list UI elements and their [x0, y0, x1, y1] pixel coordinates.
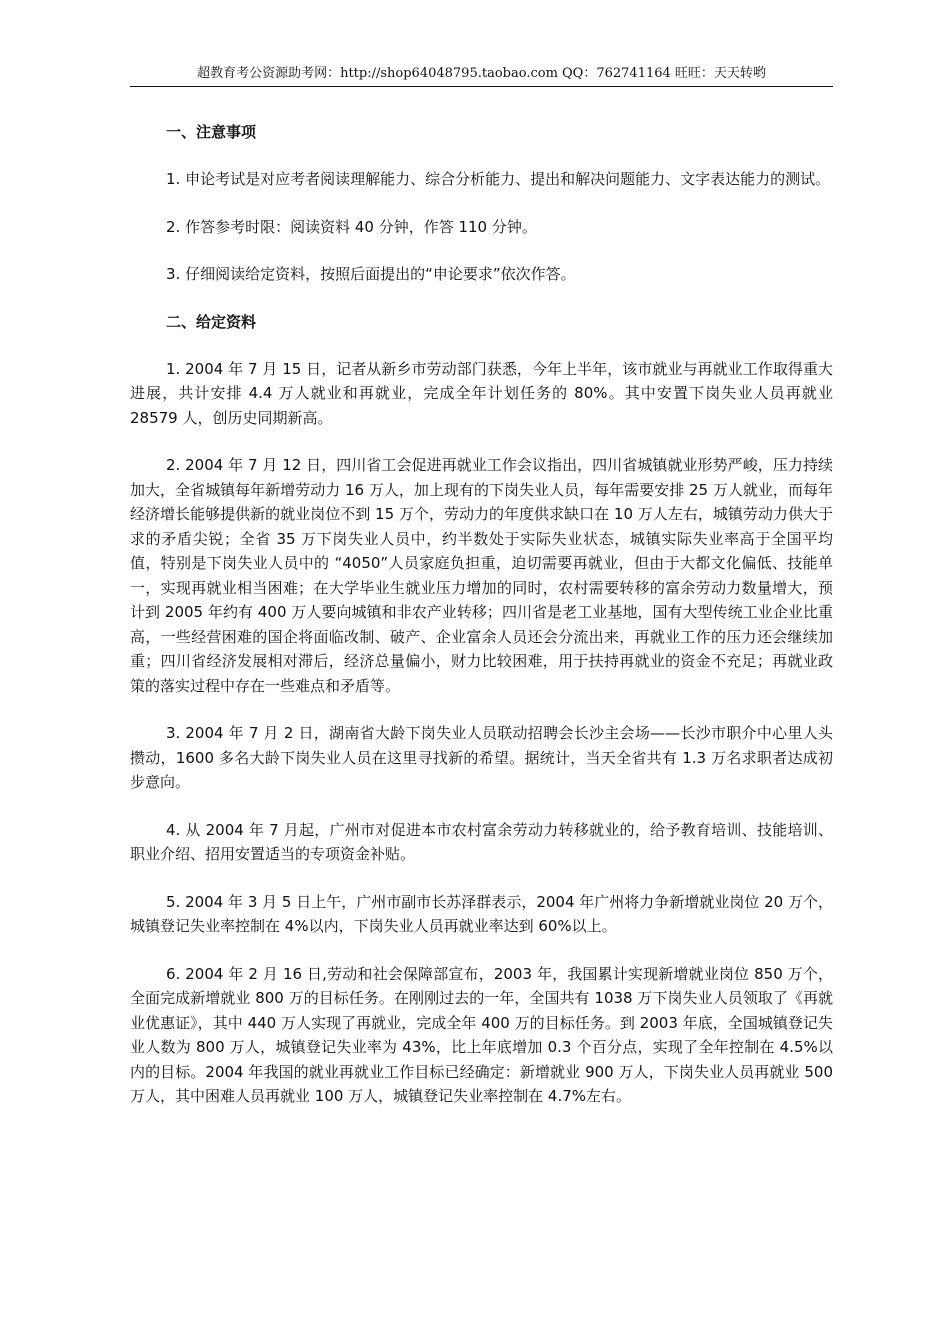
section-heading-notes: 一、注意事项: [166, 123, 257, 141]
material-paragraph: 3. 2004 年 7 月 2 日，湖南省大龄下岗失业人员联动招聘会长沙主会场——长沙市职介中心里人头攒动，1600 多名大龄下岗失业人员在这里寻找新的希望。据统计，当天全省共有 1.3 万名求职者达成初步意向。: [130, 724, 833, 791]
document-body: [130, 120, 833, 1132]
notes-item: 3. 仔细阅读给定资料，按照后面提出的“申论要求”依次作答。: [166, 265, 576, 283]
material-paragraph: 4. 从 2004 年 7 月起，广州市对促进本市农村富余劳动力转移就业的，给予教育培训、技能培训、职业介绍、招用安置适当的专项资金补贴。: [130, 820, 833, 863]
notes-item: 1. 申论考试是对应考者阅读理解能力、综合分析能力、提出和解决问题能力、文字表达能力的测试。: [166, 170, 831, 188]
material-paragraph: 6. 2004 年 2 月 16 日,劳动和社会保障部宣布，2003 年，我国累计实现新增就业岗位 850 万个，全面完成新增就业 800 万的目标任务。在刚刚过去的一年，全国共有 1038 万下岗失业人员领取了《再就业优惠证》，其中 440 万人实现了再就业，完成全年 400 万的目标任务。到 2003 年底，全国城镇登记失业人数为 800 万人，城镇登记失业率为 43%，比上年底增加 0.3 个百分点，实现了全年控制在 4.5%以内的目标。2004 年我国的就业再就业工作目标已经确定：新增就业 900 万人，下岗失业人员再就业 500 万人，其中困难人员再就业 100 万人，城镇登记失业率控制在 4.7%左右。: [130, 964, 833, 1105]
material-paragraph: 5. 2004 年 3 月 5 日上午，广州市副市长苏泽群表示，2004 年广州将力争新增就业岗位 20 万个，城镇登记失业率控制在 4%以内，下岗失业人员再就业率达到 60%以上。: [130, 892, 833, 935]
notes-item: 2. 作答参考时限：阅读资料 40 分钟，作答 110 分钟。: [166, 217, 537, 236]
section-heading-materials: 二、给定资料: [166, 312, 257, 331]
page-header: 超教育考公资源助考网：http://shop64048795.taobao.com QQ：762741164 旺旺：天天转哟: [130, 64, 833, 87]
material-paragraph: 1. 2004 年 7 月 15 日，记者从新乡市劳动部门获悉，今年上半年，该市就业与再就业工作取得重大进展，共计安排 4.4 万人就业和再就业，完成全年计划任务的 80%。其中安置下岗失业人员再就业 28579 人，创历史同期新高。: [130, 359, 833, 427]
material-paragraph: 2. 2004 年 7 月 12 日，四川省工会促进再就业工作会议指出，四川省城镇就业形势严峻，压力持续加大，全省城镇每年新增劳动力 16 万人，加上现有的下岗失业人员，每年需要安排 25 万人就业，而每年经济增长能够提供新的就业岗位不到 15 万个，劳动力的年度供求缺口在 10 万人左右，城镇劳动力供大于求的矛盾尖锐；全省 35 万下岗失业人员中，约半数处于实际失业状态，城镇实际失业率高于全国平均值，特别是下岗失业人员中的 “4050”人员家庭负担重，迫切需要再就业，但由于大都文化偏低、技能单一，实现再就业相当困难；在大学毕业生就业压力增加的同时，农村需要转移的富余劳动力数量增大，预计到 2005 年约有 400 万人要向城镇和非农产业转移；四川省是老工业基地，国有大型传统工业企业比重高，一些经营困难的国企将面临改制、破产、企业富余人员还会分流出来，再就业工作的压力还会继续加重；四川省经济发展相对滞后，经济总量偏小，财力比较困难，用于扶持再就业的资金不充足；再就业政策的落实过程中存在一些难点和矛盾等。: [130, 456, 833, 695]
